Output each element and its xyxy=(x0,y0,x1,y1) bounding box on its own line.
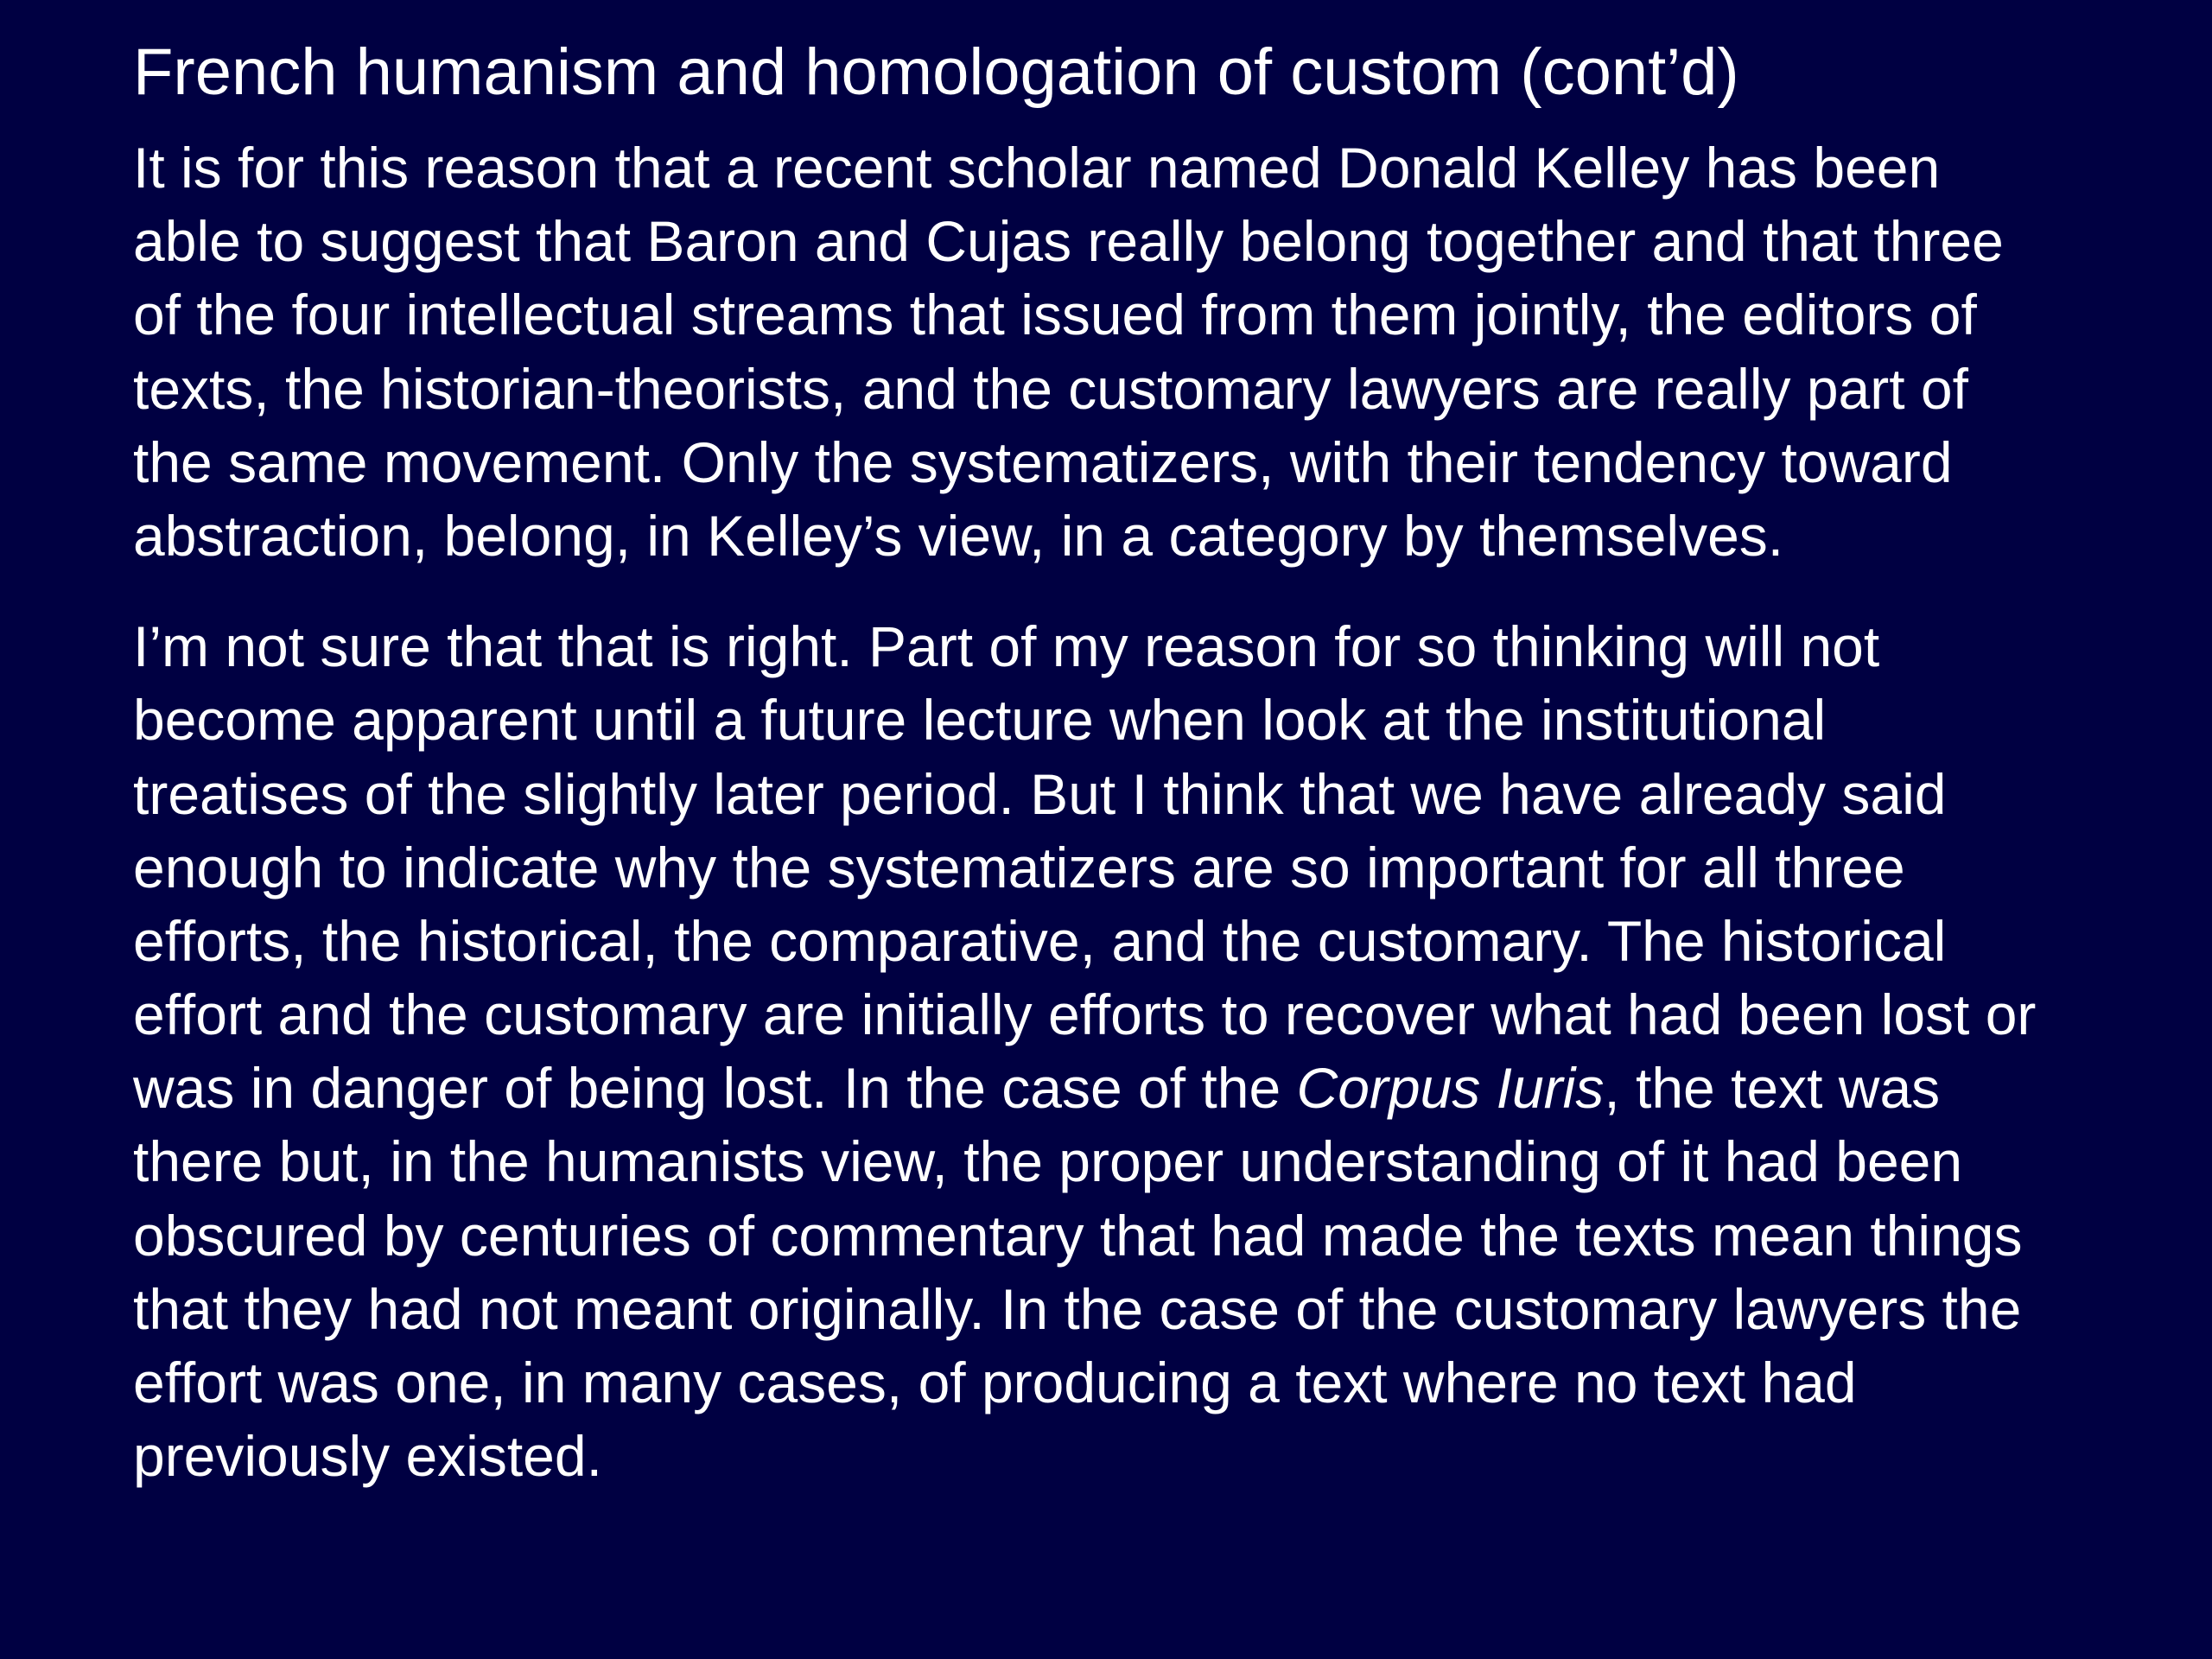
paragraph-2-line-6: effort and the customary are initially efforts to recover what had been lost or xyxy=(133,982,2037,1047)
paragraph-2-line-3: treatises of the slightly later period. But I think that we have already said xyxy=(133,761,1947,826)
paragraph-2-line-2: become apparent until a future lecture when look at the institutional xyxy=(133,688,1827,753)
paragraph-1-line-6: abstraction, belong, in Kelley’s view, in a category by themselves. xyxy=(133,503,1784,568)
paragraph-2-line-12: previously existed. xyxy=(133,1424,602,1489)
paragraph-1-line-5: the same movement. Only the systematizers, with their tendency toward xyxy=(133,429,1953,494)
corpus-iuris-lead-text: was in danger of being lost. In the case of the xyxy=(133,1056,1297,1121)
paragraph-2-line-10: that they had not meant originally. In the case of the customary lawyers the xyxy=(133,1276,2022,1341)
paragraph-2-line-11: effort was one, in many cases, of producing a text where no text had xyxy=(133,1351,1857,1414)
paragraph-1 xyxy=(133,131,2207,573)
paragraph-2 xyxy=(133,610,2207,1493)
paragraph-2-line-4: enough to indicate why the systematizers are so important for all three xyxy=(133,835,1905,899)
paragraph-1-line-1: It is for this reason that a recent scholar named Donald Kelley has been xyxy=(133,136,1941,200)
corpus-iuris-trailing-text: , the text was xyxy=(1604,1056,1941,1121)
paragraph-1-line-4: texts, the historian-theorists, and the customary lawyers are really part of xyxy=(133,356,1968,421)
paragraph-2-line-1: I’m not sure that that is right. Part of my reason for so thinking will not xyxy=(133,614,1880,679)
corpus-iuris-title: Corpus Iuris xyxy=(1296,1056,1605,1121)
paragraph-2-line-7 xyxy=(133,1052,2207,1125)
paragraph-2-line-8: there but, in the humanists view, the proper understanding of it had been xyxy=(133,1129,1963,1194)
slide-title: French humanism and homologation of custom (cont’d) xyxy=(133,35,1739,109)
paragraph-1-line-2: able to suggest that Baron and Cujas really belong together and that three xyxy=(133,209,2004,274)
paragraph-1-line-3: of the four intellectual streams that issued from them jointly, the editors of xyxy=(133,283,1977,347)
slide-body xyxy=(133,131,2207,1493)
paragraph-2-line-5: efforts, the historical, the comparative, and the customary. The historical xyxy=(133,908,1947,973)
paragraph-2-line-9: obscured by centuries of commentary that had made the texts mean things xyxy=(133,1203,2023,1268)
